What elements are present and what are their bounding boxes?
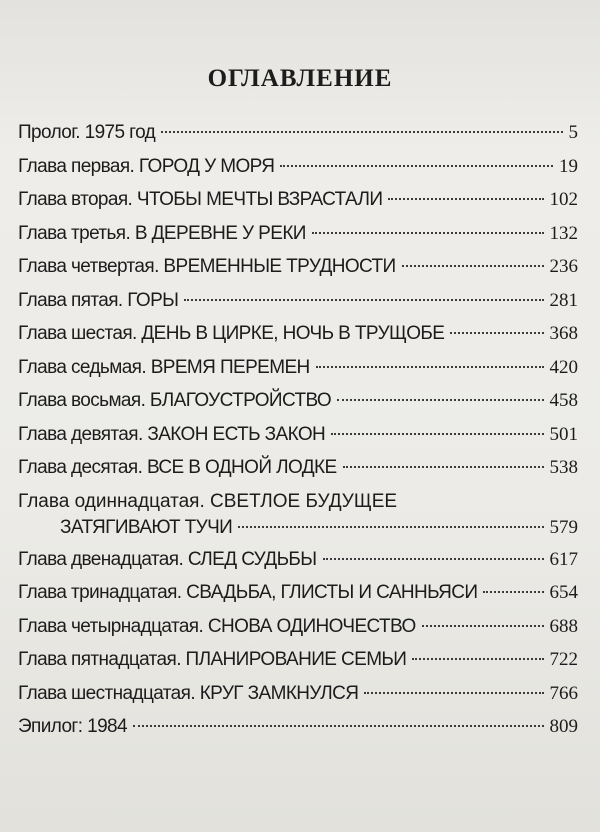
toc-entry-page: 132 [549, 222, 578, 244]
toc-entry-label: Эпилог: 1984 [18, 716, 127, 737]
toc-entry-page: 722 [549, 649, 578, 670]
toc-entry [18, 274, 578, 311]
toc-entry-label: Глава тринадцатая. СВАДЬБА, ГЛИСТЫ И САННЬЯСИ [18, 582, 478, 603]
dot-leader [343, 466, 544, 468]
toc-entry [18, 667, 578, 704]
dot-leader [483, 591, 543, 593]
toc-entry-page: 688 [549, 615, 578, 637]
toc-entry-label: Глава десятая. ВСЕ В ОДНОЙ ЛОДКЕ [18, 457, 337, 478]
toc-entry-label: Глава вторая. ЧТОБЫ МЕЧТЫ ВЗРАСТАЛИ [18, 189, 383, 210]
toc-entry [18, 600, 578, 637]
toc-entry-page: 458 [549, 390, 578, 411]
toc-entry-page: 809 [549, 716, 578, 737]
table-of-contents [18, 106, 578, 737]
toc-entry [18, 475, 578, 538]
toc-entry-page: 368 [549, 323, 578, 344]
toc-entry [18, 700, 578, 737]
dot-leader [337, 399, 543, 401]
toc-entry [18, 441, 578, 478]
toc-entry-page: 420 [549, 356, 578, 378]
toc-entry-label: Глава первая. ГОРОД У МОРЯ [18, 155, 275, 177]
dot-leader [450, 332, 543, 334]
dot-leader [316, 366, 544, 368]
toc-entry-label: Глава пятая. ГОРЫ [18, 289, 179, 311]
toc-entry-page: 579 [549, 516, 578, 538]
toc-entry-page: 236 [549, 256, 578, 277]
toc-entry-page: 102 [549, 189, 578, 210]
toc-entry-label: Глава третья. В ДЕРЕВНЕ У РЕКИ [18, 222, 306, 244]
dot-leader [238, 526, 543, 528]
toc-entry [18, 207, 578, 244]
toc-entry-page: 617 [549, 548, 578, 570]
dot-leader [184, 299, 543, 301]
toc-entry [18, 633, 578, 670]
dot-leader [133, 725, 544, 727]
toc-entry-page: 501 [549, 423, 578, 445]
toc-entry-page: 654 [549, 582, 578, 603]
dot-leader [412, 658, 543, 660]
toc-entry [18, 140, 578, 177]
toc-entry-label: Глава четвертая. ВРЕМЕННЫЕ ТРУДНОСТИ [18, 256, 396, 277]
dot-leader [388, 198, 543, 200]
dot-leader [364, 692, 543, 694]
dot-leader [323, 558, 544, 560]
toc-entry-label: Глава восьмая. БЛАГОУСТРОЙСТВО [18, 390, 332, 411]
dot-leader [422, 625, 544, 627]
toc-entry-page: 281 [549, 289, 578, 311]
toc-entry [18, 374, 578, 411]
toc-entry [18, 240, 578, 277]
toc-entry-label: Глава одиннадцатая. СВЕТЛОЕ БУДУЩЕЕ [18, 490, 398, 512]
dot-leader [331, 433, 543, 435]
toc-entry-page: 766 [549, 682, 578, 704]
toc-entry [18, 566, 578, 603]
toc-entry-label: Глава пятнадцатая. ПЛАНИРОВАНИЕ СЕМЬИ [18, 649, 407, 670]
toc-entry-label: Глава четырнадцатая. СНОВА ОДИНОЧЕСТВО [18, 615, 416, 637]
toc-entry-page: 19 [559, 155, 578, 177]
toc-entry-label: Глава седьмая. ВРЕМЯ ПЕРЕМЕН [18, 356, 310, 378]
toc-entry-label-continued: ЗАТЯГИВАЮТ ТУЧИ [60, 516, 233, 538]
toc-entry [18, 307, 578, 344]
toc-entry-page: 538 [549, 457, 578, 478]
toc-entry-label: Глава шестнадцатая. КРУГ ЗАМКНУЛСЯ [18, 682, 359, 704]
toc-entry-page: 5 [568, 122, 578, 143]
toc-entry-label: Глава шестая. ДЕНЬ В ЦИРКЕ, НОЧЬ В ТРУЩОБЕ [18, 323, 445, 344]
toc-entry [18, 341, 578, 378]
toc-entry [18, 533, 578, 570]
toc-entry-label: Глава двенадцатая. СЛЕД СУДЬБЫ [18, 548, 317, 570]
toc-entry [18, 408, 578, 445]
page-title: ОГЛАВЛЕНИЕ [207, 64, 393, 92]
toc-entry-label: Пролог. 1975 год [18, 122, 156, 143]
dot-leader [312, 232, 544, 234]
dot-leader [161, 131, 562, 133]
dot-leader [402, 265, 544, 267]
toc-entry [18, 173, 578, 210]
toc-entry [18, 106, 578, 143]
toc-entry-label: Глава девятая. ЗАКОН ЕСТЬ ЗАКОН [18, 423, 326, 445]
dot-leader [280, 165, 553, 167]
